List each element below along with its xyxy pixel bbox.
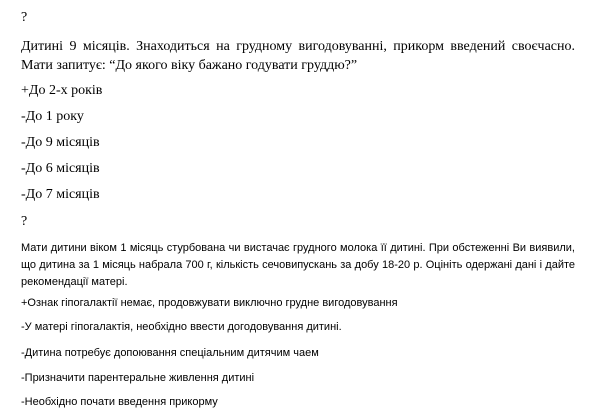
question-marker-1: ? [21, 10, 28, 25]
answer-option: -Необхідно почати введення прикорму [21, 396, 218, 408]
answer-option: +До 2-х років [21, 83, 103, 98]
question-stem-1: Дитині 9 місяців. Знаходиться на грудному вигодовуванні, прикорм введений своєчасно. Мати запитує: “До якого віку бажано годувати груддю?” [21, 39, 575, 73]
answer-option: -До 6 місяців [21, 161, 100, 176]
answer-option: -У матері гіпогалактія, необхідно ввести догодовування дитині. [21, 321, 342, 333]
question-stem-2: Мати дитини віком 1 місяць стурбована чи вистачає грудного молока її дитині. При обстеженні Ви виявили, що дитина за 1 місяць набрала 700 г, кількість сечовипускань за добу 18-20 р. Оцініть одержані дані і дайте рекомендації матері. [21, 242, 575, 288]
answer-option: -До 1 року [21, 109, 84, 124]
question-marker-2: ? [21, 214, 28, 229]
answer-option: -До 7 місяців [21, 187, 100, 202]
answer-option: -Дитина потребує допоювання спеціальним дитячим чаем [21, 347, 319, 359]
answer-option: +Ознак гіпогалактії немає, продовжувати виключно грудне вигодовування [21, 297, 398, 309]
answer-option: -Призначити парентеральне живлення дитині [21, 372, 255, 384]
answer-option: -До 9 місяців [21, 135, 100, 150]
